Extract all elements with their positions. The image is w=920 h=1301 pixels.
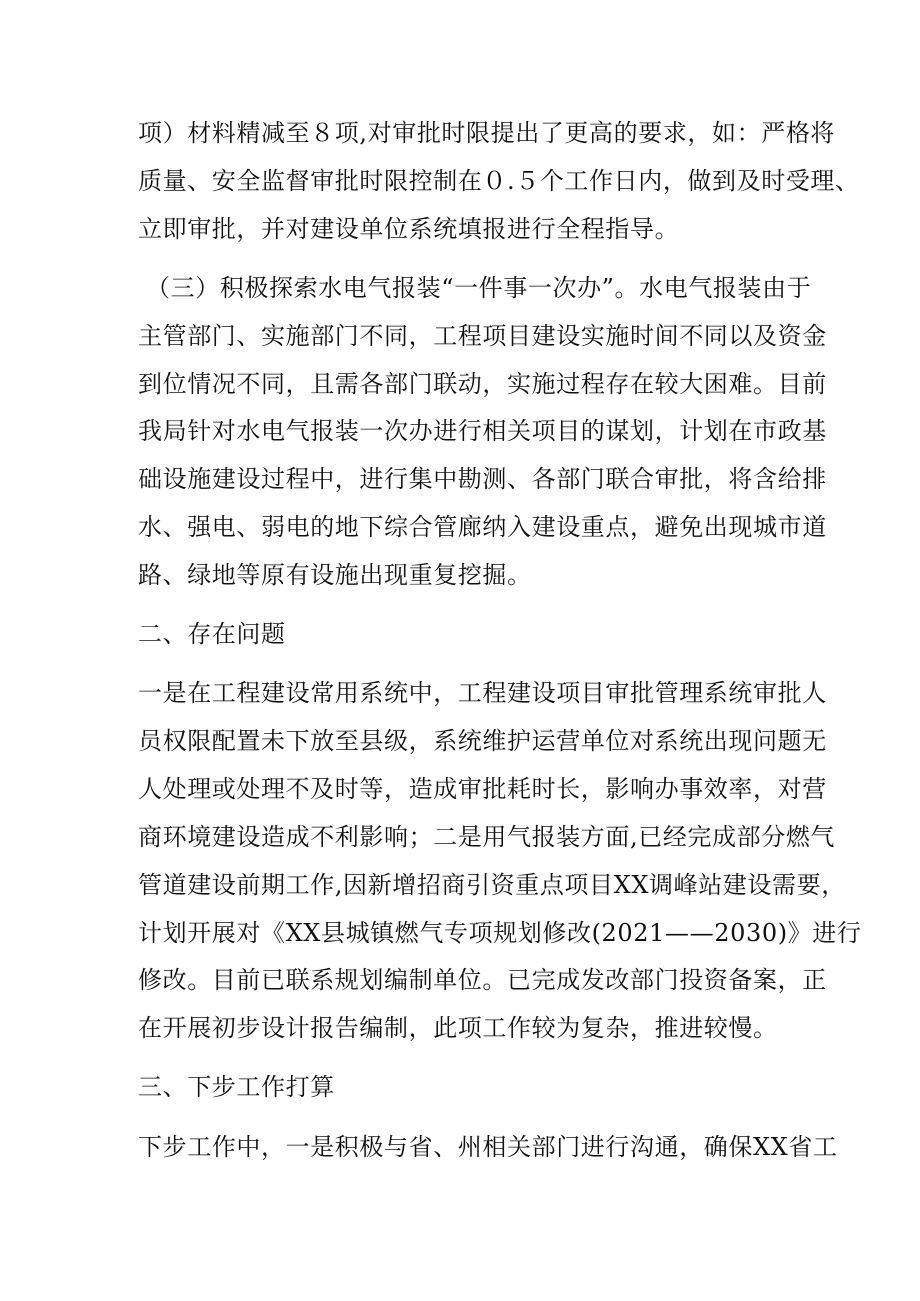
paragraph-line: （三）积极探索水电气报装“一件事一次办”。水电气报装由于 bbox=[146, 274, 812, 302]
paragraph-line: 础设施建设过程中，进行集中勘测、各部门联合审批，将含给排 bbox=[138, 465, 827, 493]
section-heading: 三、下步工作打算 bbox=[138, 1073, 335, 1101]
paragraph-line: 下步工作中，一是积极与省、州相关部门进行沟通，确保XX省工 bbox=[138, 1133, 838, 1161]
paragraph-line: 计划开展对《XX县城镇燃气专项规划修改(2021——2030)》进行 bbox=[138, 919, 862, 947]
paragraph-line: 水、强电、弱电的地下综合管廊纳入建设重点，避免出现城市道 bbox=[138, 513, 827, 541]
paragraph-line: 在开展初步设计报告编制，此项工作较为复杂，推进较慢。 bbox=[138, 1014, 778, 1042]
paragraph-line: 一是在工程建设常用系统中，工程建设项目审批管理系统审批人 bbox=[138, 679, 827, 707]
paragraph-line: 到位情况不同，且需各部门联动，实施过程存在较大困难。目前 bbox=[138, 370, 827, 398]
paragraph-line: 立即审批，并对建设单位系统填报进行全程指导。 bbox=[138, 215, 680, 243]
paragraph-line: 员权限配置未下放至县级，系统维护运营单位对系统出现问题无 bbox=[138, 727, 827, 755]
paragraph-line: 路、绿地等原有设施出现重复挖掘。 bbox=[138, 561, 532, 589]
paragraph-line: 主管部门、实施部门不同，工程项目建设实施时间不同以及资金 bbox=[138, 322, 827, 350]
paragraph-line: 项）材料精减至８项,对审批时限提出了更高的要求，如：严格将 bbox=[138, 119, 836, 147]
paragraph-line: 质量、安全监督审批时限控制在０.５个工作日内，做到及时受理、 bbox=[138, 167, 860, 195]
paragraph-line: 商环境建设造成不利影响；二是用气报装方面,已经完成部分燃气 bbox=[138, 823, 836, 851]
paragraph-line: 修改。目前已联系规划编制单位。已完成发改部门投资备案，正 bbox=[138, 966, 827, 994]
paragraph-line: 管道建设前期工作,因新增招商引资重点项目XX调峰站建设需要， bbox=[138, 871, 846, 899]
paragraph-line: 我局针对水电气报装一次办进行相关项目的谋划，计划在市政基 bbox=[138, 417, 827, 445]
section-heading: 二、存在问题 bbox=[138, 620, 286, 648]
paragraph-line: 人处理或处理不及时等，造成审批耗时长，影响办事效率，对营 bbox=[138, 775, 827, 803]
